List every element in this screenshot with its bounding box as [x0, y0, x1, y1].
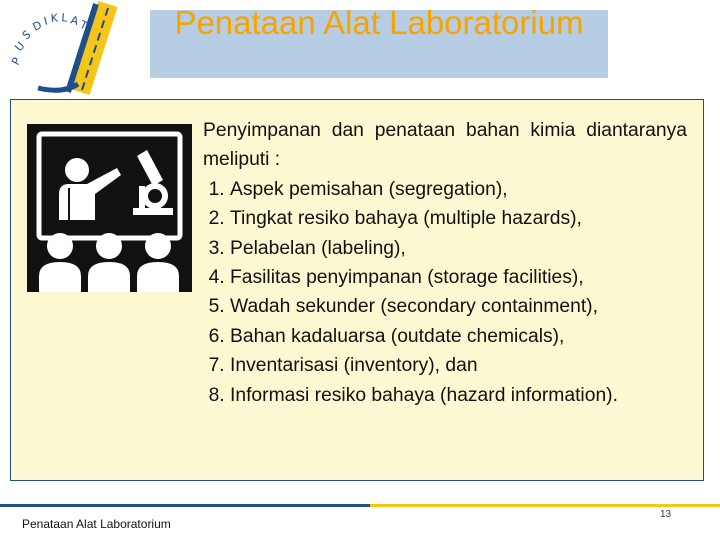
requirements-list	[203, 175, 687, 410]
list-item: 6. Bahan kadaluarsa (outdate chemicals),	[230, 322, 687, 351]
list-item: 3. Pelabelan (labeling),	[230, 234, 687, 263]
svg-text:K: K	[50, 11, 59, 25]
svg-text:A: A	[69, 13, 80, 28]
svg-text:S: S	[19, 27, 34, 43]
classroom-presentation-microscope-icon	[27, 124, 192, 292]
intro-paragraph: Penyimpanan dan penataan bahan kimia diantaranya meliputi :	[203, 120, 687, 171]
svg-text:T: T	[77, 18, 90, 33]
logo-icon	[8, 0, 118, 96]
list-item: 2. Tingkat resiko bahaya (multiple hazards),	[230, 204, 687, 233]
body-text	[203, 116, 687, 410]
list-item: 7. Inventarisasi (inventory), dan	[230, 351, 687, 380]
list-item: 4. Fasilitas penyimpanan (storage facilities),	[230, 263, 687, 292]
svg-text:U: U	[12, 39, 28, 54]
list-item: 5. Wadah sekunder (secondary containment),	[230, 292, 687, 321]
slide-title: Penataan Alat Laboratorium	[174, 4, 584, 41]
svg-text:L: L	[60, 11, 69, 25]
list-item: 1. Aspek pemisahan (segregation),	[230, 175, 687, 204]
page-number: 13	[660, 509, 672, 520]
list-item: 8. Informasi resiko bahaya (hazard information).	[230, 381, 687, 410]
svg-text:D: D	[30, 18, 44, 34]
footer-divider	[0, 503, 720, 508]
svg-text:P: P	[9, 55, 24, 68]
footer-title: Penataan Alat Laboratorium	[22, 517, 171, 531]
svg-text:I: I	[42, 14, 49, 28]
